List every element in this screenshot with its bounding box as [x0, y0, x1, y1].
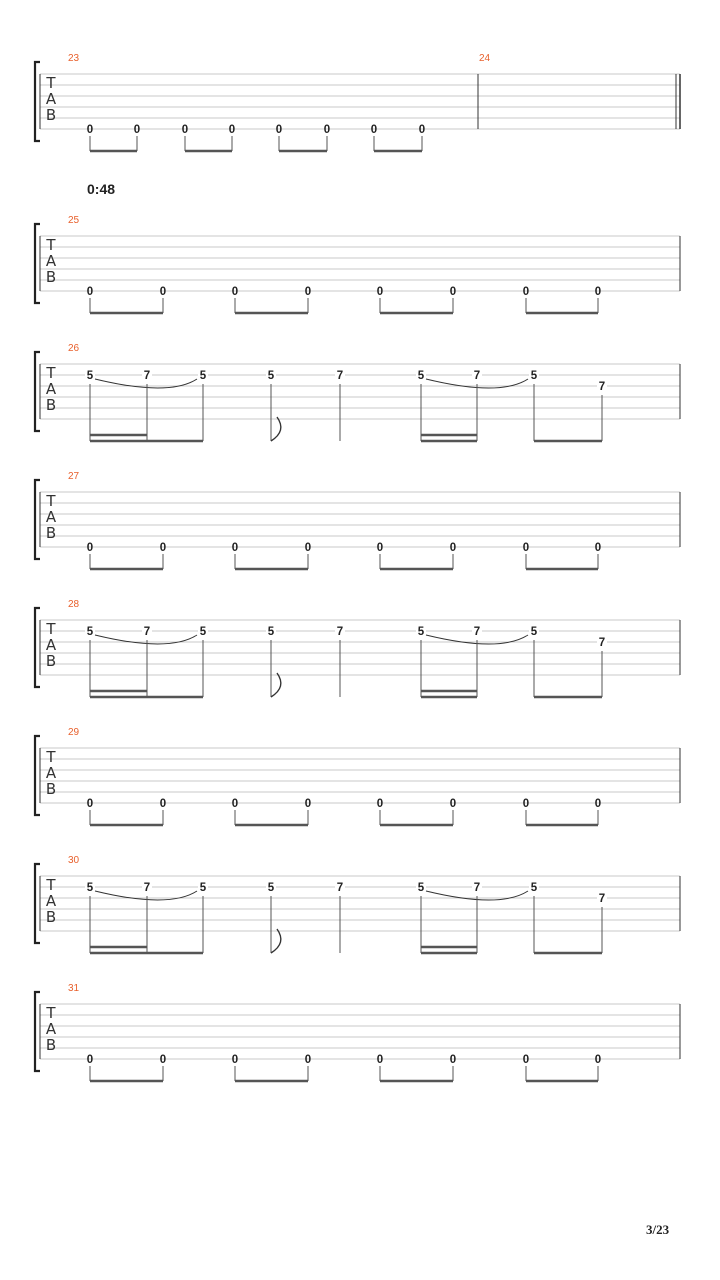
fret-number: 0 [376, 542, 384, 554]
fret-number: 7 [143, 882, 151, 894]
fret-number: 0 [231, 798, 239, 810]
tab-clef-letter: B [45, 396, 57, 414]
fret-number: 0 [304, 542, 312, 554]
fret-number: 0 [159, 1054, 167, 1066]
tab-clef-letter: B [45, 106, 57, 124]
fret-number: 5 [417, 882, 425, 894]
tab-clef-letter: T [46, 748, 56, 766]
fret-number: 0 [522, 798, 530, 810]
fret-number: 0 [323, 124, 331, 136]
tab-clef-letter: A [45, 636, 57, 654]
system-bracket [35, 992, 40, 1071]
measure-number: 24 [479, 53, 491, 64]
tab-clef-letter: T [46, 492, 56, 510]
fret-number: 0 [376, 286, 384, 298]
tab-system-30 [35, 855, 680, 953]
fret-number: 5 [417, 370, 425, 382]
page-number: 3/23 [646, 1222, 670, 1237]
fret-number: 0 [159, 286, 167, 298]
fret-number: 5 [530, 370, 538, 382]
note-flag [271, 673, 281, 697]
system-bracket [35, 736, 40, 815]
tab-system-26 [35, 343, 680, 441]
timestamp-label: 0:48 [87, 181, 116, 197]
fret-number: 0 [522, 542, 530, 554]
note-flag [271, 929, 281, 953]
tab-system-28 [35, 599, 680, 697]
fret-number: 0 [594, 286, 602, 298]
tab-clef-letter: T [46, 364, 56, 382]
tab-clef-letter: T [46, 876, 56, 894]
fret-number: 5 [86, 626, 94, 638]
fret-number: 7 [473, 370, 481, 382]
fret-number: 7 [473, 882, 481, 894]
fret-number: 0 [86, 1054, 94, 1066]
fret-number: 0 [304, 798, 312, 810]
fret-number: 0 [231, 1054, 239, 1066]
fret-number: 5 [86, 370, 94, 382]
tab-clef-letter: A [45, 508, 57, 526]
measure-number: 25 [68, 215, 80, 226]
tab-clef-letter: B [45, 780, 57, 798]
tab-clef-letter: T [46, 74, 56, 92]
measure-number: 31 [68, 983, 80, 994]
measure-number: 23 [68, 53, 80, 64]
fret-number: 0 [86, 286, 94, 298]
fret-number: 0 [231, 286, 239, 298]
fret-number: 0 [86, 798, 94, 810]
fret-number: 0 [86, 542, 94, 554]
fret-number: 0 [449, 542, 457, 554]
fret-number: 7 [598, 637, 606, 649]
fret-number: 5 [530, 626, 538, 638]
fret-number: 0 [449, 1054, 457, 1066]
tab-clef-letter: A [45, 90, 57, 108]
fret-number: 5 [267, 882, 275, 894]
fret-number: 0 [133, 124, 141, 136]
tab-clef-letter: B [45, 268, 57, 286]
system-bracket [35, 352, 40, 431]
fret-number: 0 [594, 1054, 602, 1066]
fret-number: 0 [228, 124, 236, 136]
fret-number: 0 [159, 798, 167, 810]
tab-clef-letter: A [45, 892, 57, 910]
fret-number: 0 [376, 1054, 384, 1066]
system-bracket [35, 608, 40, 687]
tab-clef-letter: T [46, 1004, 56, 1022]
tab-clef-letter: B [45, 908, 57, 926]
fret-number: 0 [376, 798, 384, 810]
tab-clef-letter: A [45, 764, 57, 782]
fret-number: 5 [199, 626, 207, 638]
fret-number: 5 [267, 626, 275, 638]
tab-clef-letter: B [45, 652, 57, 670]
fret-number: 0 [449, 798, 457, 810]
tab-clef-letter: B [45, 524, 57, 542]
fret-number: 0 [304, 1054, 312, 1066]
fret-number: 0 [181, 124, 189, 136]
measure-number: 30 [68, 855, 80, 866]
fret-number: 0 [449, 286, 457, 298]
tab-system-29 [35, 727, 680, 825]
fret-number: 7 [473, 626, 481, 638]
fret-number: 7 [336, 882, 344, 894]
fret-number: 0 [418, 124, 426, 136]
fret-number: 5 [267, 370, 275, 382]
tab-system-31 [35, 983, 680, 1081]
tab-clef-letter: T [46, 236, 56, 254]
fret-number: 7 [598, 381, 606, 393]
fret-number: 7 [143, 626, 151, 638]
note-flag [271, 417, 281, 441]
tab-clef-letter: B [45, 1036, 57, 1054]
system-bracket [35, 864, 40, 943]
fret-number: 5 [417, 626, 425, 638]
fret-number: 5 [199, 370, 207, 382]
fret-number: 5 [530, 882, 538, 894]
fret-number: 5 [199, 882, 207, 894]
fret-number: 0 [594, 798, 602, 810]
measure-number: 27 [68, 471, 80, 482]
fret-number: 0 [522, 286, 530, 298]
tab-system-27 [35, 471, 680, 569]
tab-clef-letter: A [45, 252, 57, 270]
fret-number: 7 [143, 370, 151, 382]
measure-number: 26 [68, 343, 80, 354]
system-bracket [35, 224, 40, 303]
measure-number: 29 [68, 727, 80, 738]
fret-number: 0 [370, 124, 378, 136]
fret-number: 7 [336, 626, 344, 638]
tab-clef-letter: T [46, 620, 56, 638]
fret-number: 0 [522, 1054, 530, 1066]
fret-number: 0 [159, 542, 167, 554]
tab-system-25 [35, 215, 680, 313]
system-bracket [35, 62, 40, 141]
tab-clef-letter: A [45, 1020, 57, 1038]
tab-clef-letter: A [45, 380, 57, 398]
fret-number: 0 [304, 286, 312, 298]
tab-system-23 [35, 53, 680, 151]
fret-number: 0 [86, 124, 94, 136]
fret-number: 5 [86, 882, 94, 894]
fret-number: 7 [598, 893, 606, 905]
fret-number: 0 [594, 542, 602, 554]
measure-number: 28 [68, 599, 80, 610]
fret-number: 0 [231, 542, 239, 554]
system-bracket [35, 480, 40, 559]
fret-number: 0 [275, 124, 283, 136]
fret-number: 7 [336, 370, 344, 382]
